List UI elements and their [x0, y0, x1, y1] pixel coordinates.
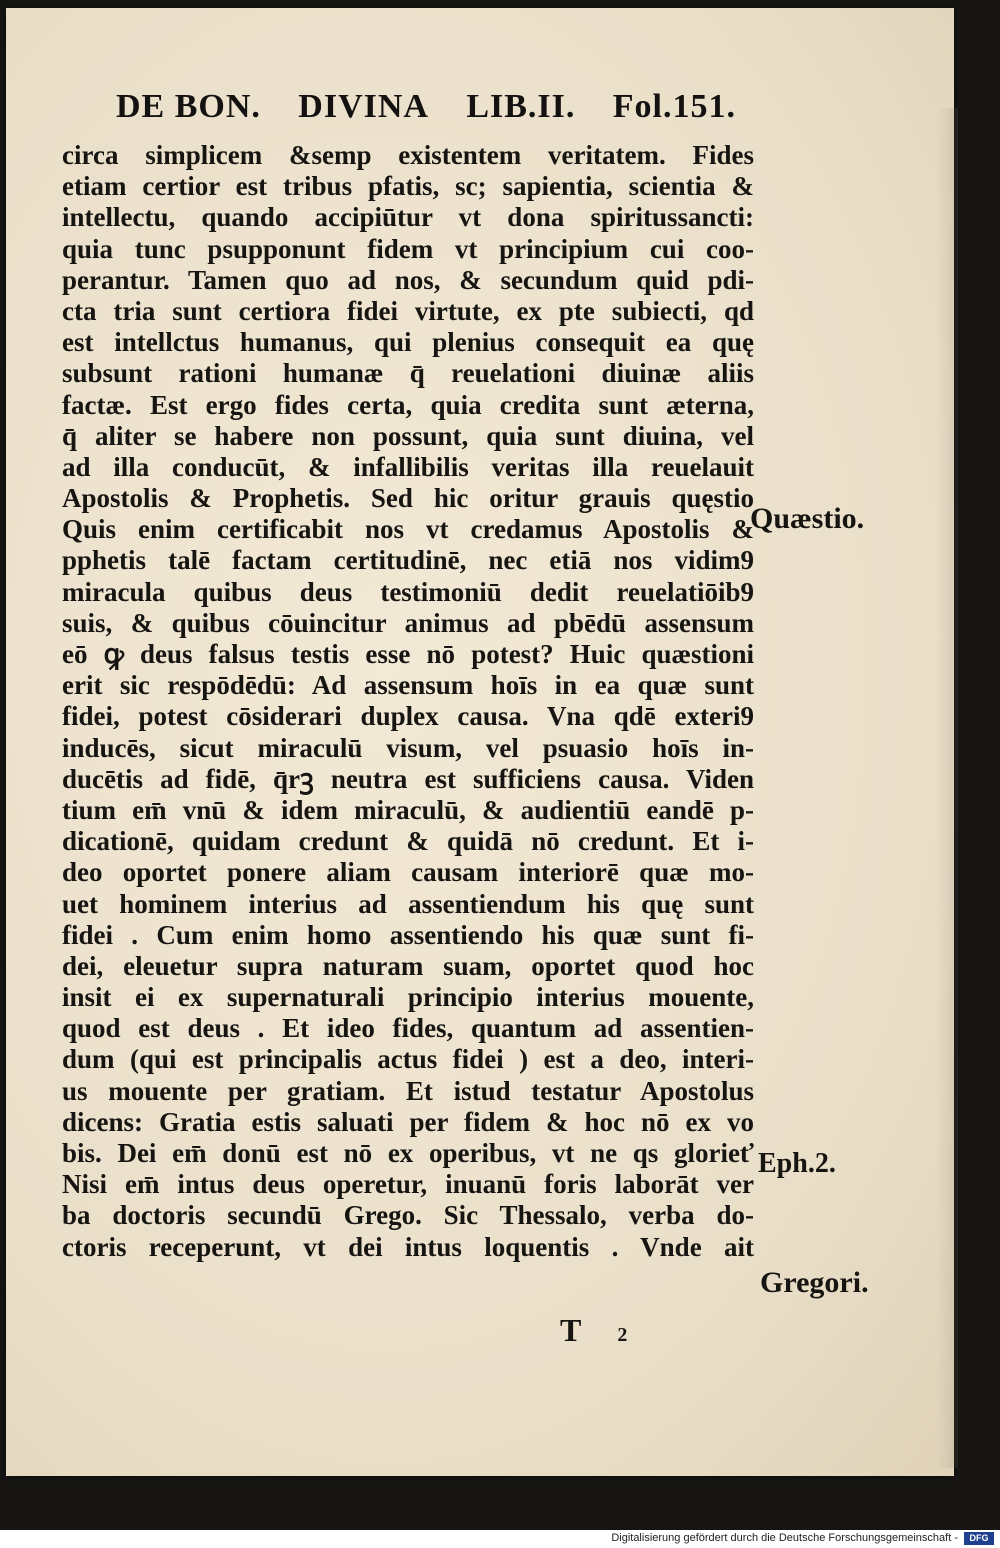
signature-mark [560, 1312, 627, 1349]
header-folio: Fol.151. [612, 88, 736, 125]
text-line: ctoris receperunt, vt dei intus loquentis . Vnde ait [62, 1231, 754, 1262]
footer-credit: Digitalisierung gefördert durch die Deutsche Forschungsgemeinschaft - [611, 1532, 958, 1544]
text-line: est intellctus humanus, qui plenius consequit ea quę [62, 327, 754, 358]
text-line: Apostolis & Prophetis. Sed hic oritur grauis quęstio [62, 483, 754, 514]
text-line: inducēs, sicut miraculū visum, vel psuasio hoīs in- [62, 732, 754, 763]
header-left: DE BON. [116, 88, 261, 125]
page-edge-shadow [936, 108, 958, 1468]
text-line: ad illa conducūt, & infallibilis veritas illa reuelauit [62, 451, 754, 482]
text-line: dicationē, quidam credunt & quidā nō credunt. Et i- [62, 826, 754, 857]
text-line: dum (qui est principalis actus fidei ) est a deo, interi- [62, 1044, 754, 1075]
text-line: us mouente per gratiam. Et istud testatur Apostolus [62, 1075, 754, 1106]
text-line: insit ei ex supernaturali principio interius mouente, [62, 982, 754, 1013]
text-line: Quis enim certificabit nos vt credamus Apostolis & [62, 514, 754, 545]
text-line: fidei . Cum enim homo assentiendo his quæ sunt fi- [62, 919, 754, 950]
text-line: eō ꝙ deus falsus testis esse nō potest? Huic quæstioni [62, 639, 754, 669]
text-line: quod est deus . Et ideo fides, quantum ad assentien- [62, 1013, 754, 1044]
signature-number: 2 [617, 1324, 628, 1346]
margin-note-eph: Eph.2. [758, 1148, 836, 1179]
text-line: erit sic respōdēdū: Ad assensum hoīs in ea quæ sunt [62, 670, 754, 701]
body-text [62, 140, 754, 1263]
header-lib: LIB.II. [466, 88, 576, 125]
text-line: tium em̄ vnū & idem miraculū, & audientiū eandē p- [62, 794, 754, 825]
signature-letter: T [560, 1312, 582, 1348]
text-line: pphetis talē factam certitudinē, nec etiā nos vidim9 [62, 545, 754, 576]
text-line: quia tunc psupponunt fidem vt principium cui coo- [62, 233, 754, 264]
text-line: ducētis ad fidē, q̄rꝫ neutra est sufficiens causa. Viden [62, 763, 754, 794]
text-line: suis, & quibus cōuincitur animus ad pbēdū assensum [62, 607, 754, 638]
dfg-logo: DFG [964, 1532, 994, 1545]
text-line: perantur. Tamen quo ad nos, & secundum quid pdi- [62, 264, 754, 295]
text-line: factæ. Est ergo fides certa, quia credita sunt æterna, [62, 389, 754, 420]
margin-note-quaestio: Quæstio. [750, 502, 865, 535]
text-line: uet hominem interius ad assentiendum his quę sunt [62, 888, 754, 919]
text-line: Nisi em̄ intus deus operetur, inuanū foris laborāt ver [62, 1169, 754, 1200]
text-line: fidei, potest cōsiderari duplex causa. Vna qdē exteri9 [62, 701, 754, 732]
text-line: ba doctoris secundū Grego. Sic Thessalo, verba do- [62, 1200, 754, 1231]
text-line: subsunt rationi humanæ q̄ reuelationi diuinæ aliis [62, 358, 754, 389]
text-line: circa simplicem &semp existentem veritatem. Fides [62, 140, 754, 170]
margin-note-gregori: Gregori. [760, 1266, 869, 1299]
text-line: deo oportet ponere aliam causam interiorē quæ mo- [62, 857, 754, 888]
running-header [116, 88, 736, 126]
text-line: miracula quibus deus testimoniū dedit reuelatiōib9 [62, 576, 754, 607]
text-line: dicens: Gratia estis saluati per fidem & hoc nō ex vo [62, 1106, 754, 1137]
text-line: bis. Dei em̄ donū est nō ex operibus, vt ne qs glorieť [62, 1138, 754, 1168]
footer-bar [0, 1530, 1000, 1548]
text-line: q̄ aliter se habere non possunt, quia sunt diuina, vel [62, 420, 754, 451]
text-line: dei, eleuetur supra naturam suam, oportet quod hoc [62, 950, 754, 981]
book-page [6, 8, 954, 1476]
text-line: cta tria sunt certiora fidei virtute, ex pte subiecti, qd [62, 295, 754, 326]
header-center: DIVINA [298, 88, 429, 125]
text-line: intellectu, quando accipiūtur vt dona spiritussancti: [62, 202, 754, 233]
text-line: etiam certior est tribus pfatis, sc; sapientia, scientia & [62, 171, 754, 202]
